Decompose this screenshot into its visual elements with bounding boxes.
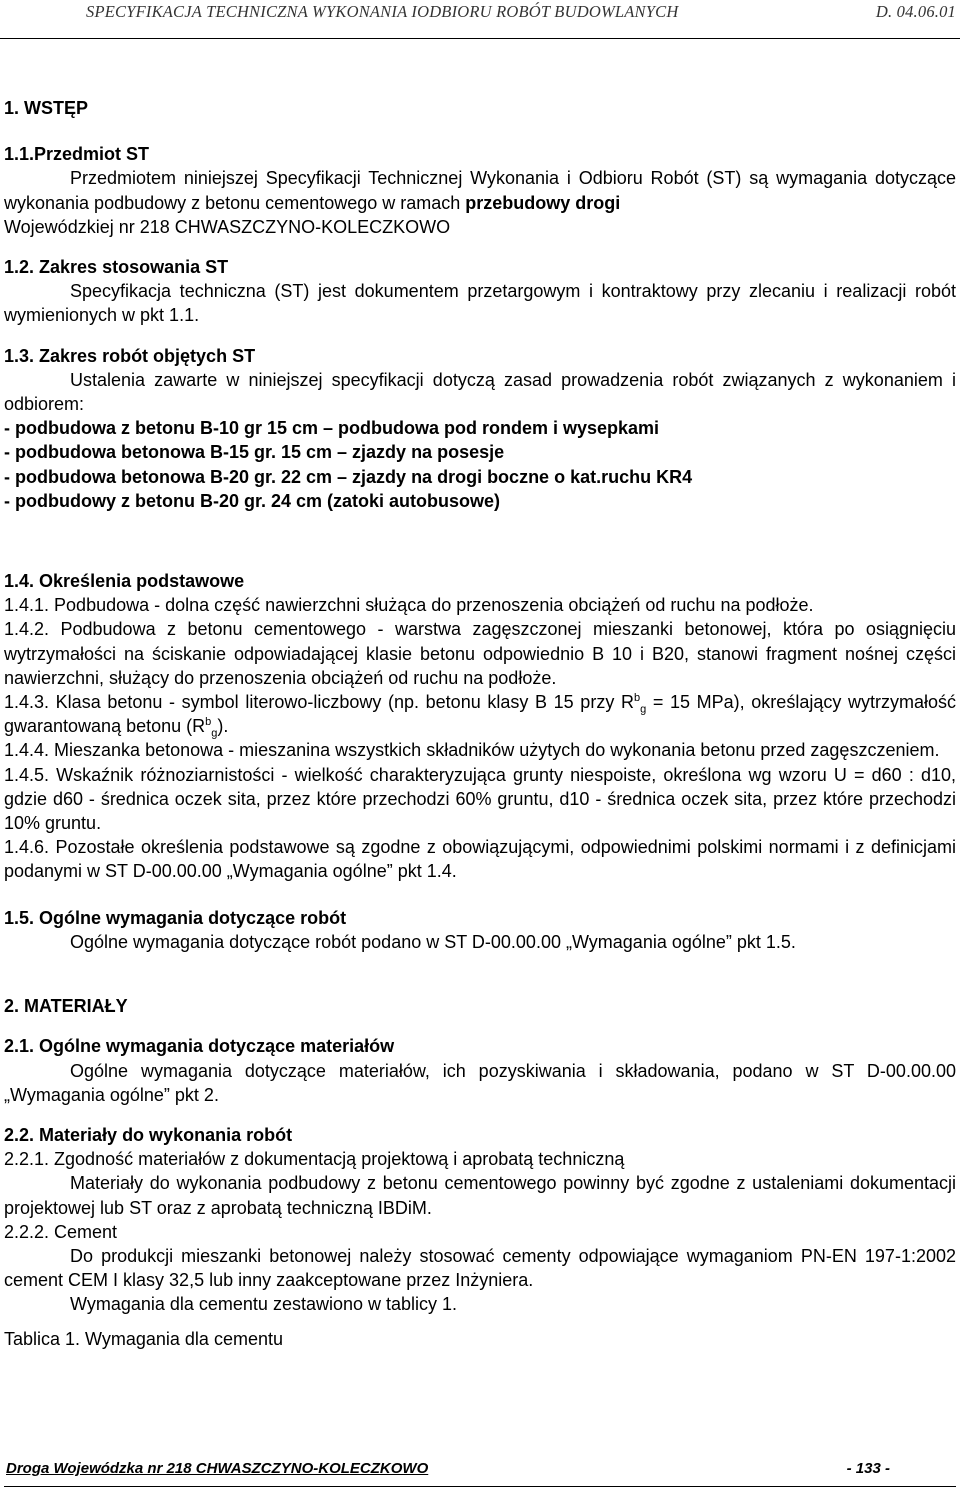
definition-1-4-3-b: = 15 MPa), określający wytrzymałość gwarantowaną betonu (R xyxy=(4,692,956,737)
definition-1-4-6: 1.4.6. Pozostałe określenia podstawowe są zgodne z obowiązującymi, odpowiednimi polskimi normami i z definicjami podanymi w ST D-00.00.00 „Wymagania ogólne” pkt 1.4. xyxy=(4,837,956,882)
section-1-5-text: Ogólne wymagania dotyczące robót podano w ST D-00.00.00 „Wymagania ogólne” pkt 1.5. xyxy=(70,931,796,952)
section-2-1-heading: 2.1. Ogólne wymagania dotyczące materiałów xyxy=(4,1036,395,1057)
table-caption: Tablica 1. Wymagania dla cementu xyxy=(4,1328,283,1349)
definition-1-4-3-c: ). xyxy=(217,716,229,737)
subscript-g: g xyxy=(640,703,647,716)
page-footer xyxy=(4,1460,890,1484)
header-title: SPECYFIKACJA TECHNICZNA WYKONANIA IODBIORU ROBÓT BUDOWLANYCH xyxy=(86,2,679,21)
section-2-2-heading: 2.2. Materiały do wykonania robót xyxy=(4,1124,293,1145)
section-2-title: 2. MATERIAŁY xyxy=(4,996,128,1017)
footer-divider xyxy=(4,1486,956,1487)
section-1-1-text-b: Wojewódzkiej nr 218 CHWASZCZYNO-KOLECZKOWO xyxy=(4,216,451,237)
definition-1-4-2: 1.4.2. Podbudowa z betonu cementowego - warstwa zagęszczonej mieszanki betonowej, która po osiągnięciu wytrzymałości na ściskanie odpowiadającej klasie betonu odpowiednio B 10 i B20, stanowi fragment nośnej części nawierzchni, służący do przenoszenia obciążeń od ruchu na podłoże. xyxy=(4,619,956,688)
section-1-1-text-bold: przebudowy drogi xyxy=(465,192,621,213)
section-2-2-1-heading: 2.2.1. Zgodność materiałów z dokumentacją projektową i aprobatą techniczną xyxy=(4,1149,625,1170)
section-1-2-text: Specyfikacja techniczna (ST) jest dokumentem przetargowym i kontraktowy przy zlecaniu i realizacji robót wymienionych w pkt 1.1. xyxy=(4,281,956,326)
footer-road-name: Droga Wojewódzka nr 218 CHWASZCZYNO-KOLECZKOWO xyxy=(6,1460,429,1477)
section-1-1-heading: 1.1.Przedmiot ST xyxy=(4,144,150,165)
page-header xyxy=(86,2,956,24)
superscript-b-2: b xyxy=(205,716,212,729)
section-2-2-2-text: Do produkcji mieszanki betonowej należy stosować cementy odpowiające wymaganiom PN-EN 197-1:2002 cement CEM I klasy 32,5 lub inny zaakceptowane przez Inżyniera. xyxy=(4,1245,956,1291)
section-1-2-heading: 1.2. Zakres stosowania ST xyxy=(4,257,229,278)
list-item: - podbudowa z betonu B-10 gr 15 cm – podbudowa pod rondem i wysepkami xyxy=(4,418,660,439)
section-1-title: 1. WSTĘP xyxy=(4,98,89,118)
section-1-3-text: Ustalenia zawarte w niniejszej specyfikacji dotyczą zasad prowadzenia robót związanych z wykonaniem i odbiorem: xyxy=(4,369,956,415)
section-1-4-heading: 1.4. Określenia podstawowe xyxy=(4,571,245,592)
footer-page-number: - 133 - xyxy=(846,1460,890,1477)
list-item: - podbudowa betonowa B-15 gr. 15 cm – zjazdy na posesje xyxy=(4,442,505,463)
subscript-g-2: g xyxy=(211,727,218,740)
section-1-1-text xyxy=(4,166,956,239)
superscript-b: b xyxy=(633,692,641,705)
definition-1-4-1: 1.4.1. Podbudowa - dolna część nawierzchni służąca do przenoszenia obciążeń od ruchu na podłoże. xyxy=(4,595,814,616)
section-1-5-heading: 1.5. Ogólne wymagania dotyczące robót xyxy=(4,907,347,928)
definition-1-4-3-a: 1.4.3. Klasa betonu - symbol literowo-liczbowy (np. betonu klasy B 15 przy R xyxy=(4,692,634,713)
list-item: - podbudowy z betonu B-20 gr. 24 cm (zatoki autobusowe) xyxy=(4,490,501,511)
list-item: - podbudowa betonowa B-20 gr. 22 cm – zjazdy na drogi boczne o kat.ruchu KR4 xyxy=(4,466,693,487)
document-body xyxy=(4,96,956,1351)
section-2-2-2-text-2: Wymagania dla cementu zestawiono w tablicy 1. xyxy=(70,1294,458,1315)
definition-1-4-4: 1.4.4. Mieszanka betonowa - mieszanina wszystkich składników użytych do wykonania betonu przed zagęszczeniem. xyxy=(4,740,940,761)
header-date: D. 04.06.01 xyxy=(875,2,956,21)
section-2-1-text: Ogólne wymagania dotyczące materiałów, ich pozyskiwania i składowania, podano w ST D-00.00.00 „Wymagania ogólne” pkt 2. xyxy=(4,1060,956,1105)
section-2-2-2-heading: 2.2.2. Cement xyxy=(4,1221,118,1242)
section-1-1-text-a: Przedmiotem niniejszej Specyfikacji Technicznej Wykonania i Odbioru Robót (ST) są wymagania dotyczące wykonania podbudowy z betonu cementowego w ramach xyxy=(4,168,956,213)
definition-1-4-5: 1.4.5. Wskaźnik różnoziarnistości - wielkość charakteryzująca grunty niespoiste, określona wg wzoru U = d60 : d10, gdzie d60 - średnica oczek sita, przez które przechodzi 60% gruntu, d10 - średnica oczek sita, przez które przechodzi 10% gruntu. xyxy=(4,764,956,834)
definition-1-4-3 xyxy=(4,690,956,738)
section-2-2-1-text: Materiały do wykonania podbudowy z betonu cementowego powinny być zgodne z ustaleniami dokumentacji projektowej lub ST oraz z aprobatą techniczną IBDiM. xyxy=(4,1173,956,1218)
header-divider xyxy=(0,38,960,39)
section-1-3-heading: 1.3. Zakres robót objętych ST xyxy=(4,345,256,366)
